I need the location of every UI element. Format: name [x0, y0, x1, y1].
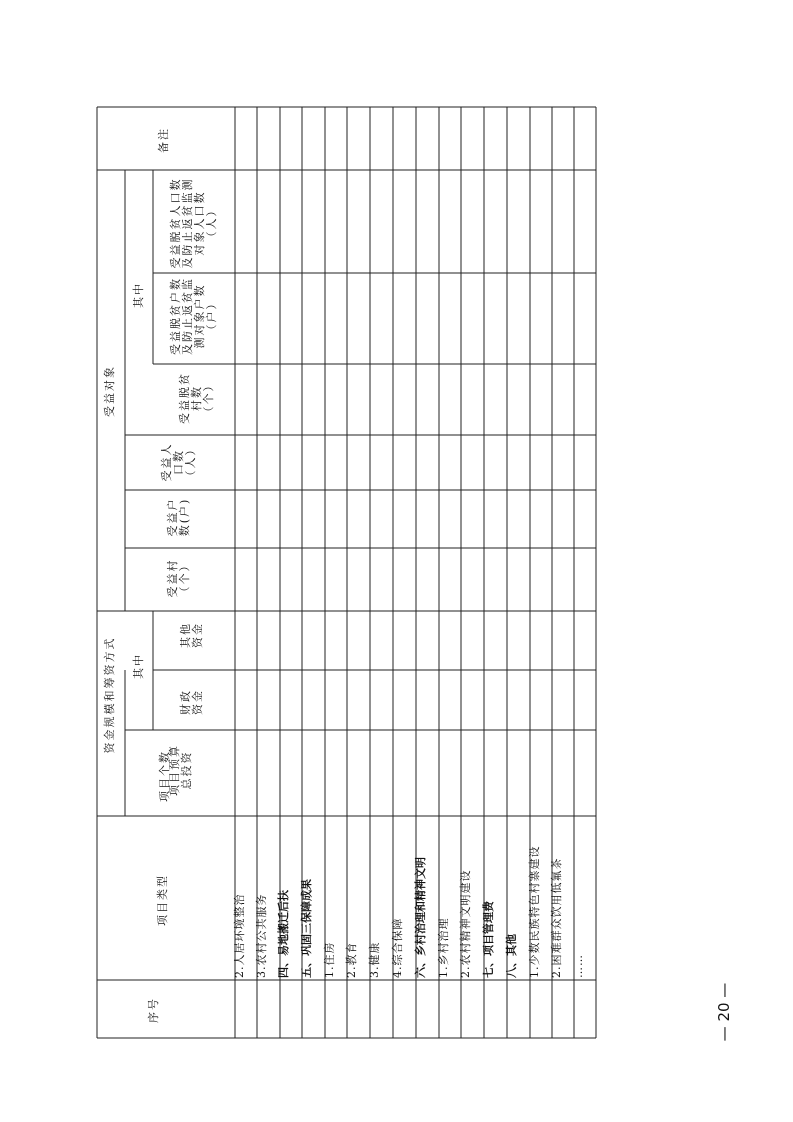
row-label: 1.住房 — [323, 941, 336, 978]
header-beneficiaries: 受益对象 — [103, 365, 116, 417]
header-of-which-beneficiaries: 其中 — [132, 282, 145, 308]
header-of-which-funding: 其中 — [132, 653, 145, 679]
header-population: 受益人口数（人） — [160, 442, 197, 482]
header-poor-population: 受益脱贫人口数及防止返贫监测对象人口数（人） — [169, 177, 218, 269]
header-budget-total: 项目预算总投资 — [168, 744, 193, 796]
row-label: 八、其他 — [505, 934, 518, 978]
row-label: 五、巩固三保障成果 — [300, 879, 313, 978]
header-fiscal: 财政资金 — [179, 689, 204, 715]
header-other-funds: 其他资金 — [179, 622, 204, 648]
header-poor-households: 受益脱贫户数及防止返贫监测对象户数（户） — [169, 277, 218, 355]
row-label: 2.教育 — [345, 941, 358, 978]
row-label: 4.综合保障 — [391, 917, 404, 978]
header-project-type: 项目类型 — [156, 874, 169, 926]
row-label: 七、项目管理费 — [482, 901, 495, 978]
row-label: 2.困难群众饮用低氟茶 — [550, 857, 563, 978]
row-label: 六、乡村治理和精神文明 — [414, 857, 427, 978]
row-label: 1.少数民族特色村寨建设 — [528, 845, 541, 978]
row-label: 1.乡村治理 — [437, 917, 450, 978]
row-label: 四、易地搬迁后扶 — [277, 890, 290, 978]
row-label: 3.农村公共服务 — [255, 893, 268, 978]
page-number: — 20 — — [715, 982, 733, 1042]
header-funding: 资金规模和筹资方式 — [103, 636, 116, 754]
header-households: 受益户数(户) — [166, 497, 191, 537]
row-label: 2.农村精神文明建设 — [459, 869, 472, 978]
header-poor-villages: 受益脱贫村数（个） — [178, 372, 215, 424]
header-villages: 受益村（个） — [166, 558, 191, 598]
row-label: 3.健康 — [368, 941, 381, 978]
header-remarks: 备注 — [157, 127, 170, 153]
row-label: …… — [572, 954, 585, 978]
row-label: 2.人居环境整治 — [233, 893, 246, 978]
header-seq: 序号 — [147, 997, 160, 1023]
header-project-count: 项目个数 — [158, 750, 171, 802]
